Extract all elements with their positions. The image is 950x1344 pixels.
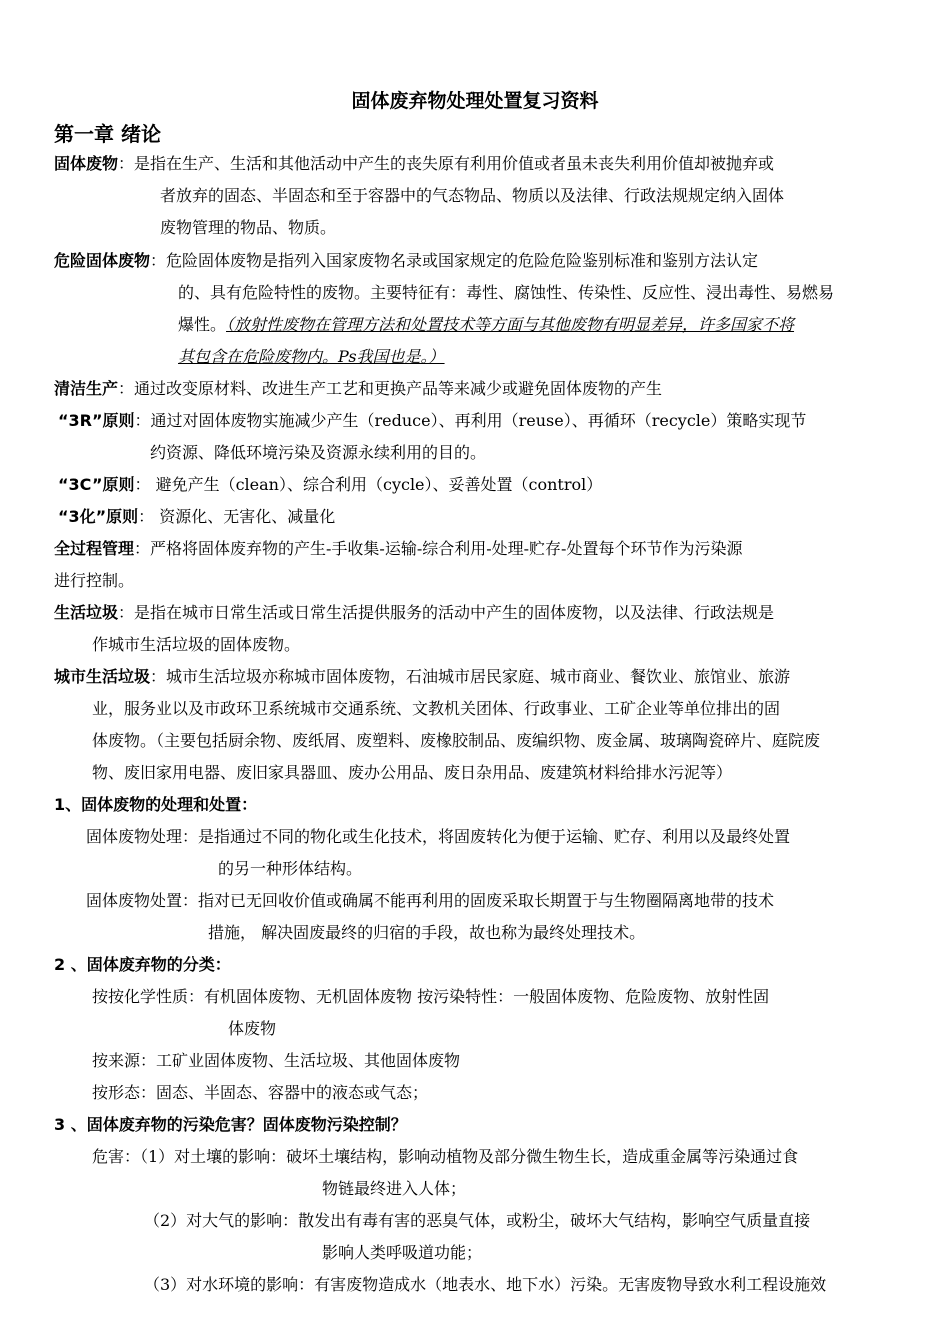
def-text-line: 约资源、降低环境污染及资源永续利用的目的。	[150, 443, 487, 462]
def-text: ：是指在生产、生活和其他活动中产生的丧失原有利用价值或者虽未丧失利用价值却被抛弃或	[118, 154, 775, 173]
def-3h	[58, 501, 335, 532]
def-text-line	[178, 309, 794, 340]
term: “3C”原则	[58, 475, 135, 494]
treatment-line: 的另一种形体结构。	[218, 859, 363, 878]
def-urban-waste	[54, 661, 790, 692]
def-whole-process	[54, 533, 742, 564]
section-heading-2: 2 、固体废弃物的分类：	[54, 955, 231, 974]
term: 全过程管理	[54, 539, 135, 558]
def-text: 爆性。	[178, 315, 227, 334]
def-text: ：严格将固体废弃物的产生-手收集-运输-综合利用-处理-贮存-处置每个环节作为污染源	[134, 539, 743, 558]
def-text-line: 物、废旧家用电器、废旧家具器皿、废办公用品、废日杂用品、废建筑材料给排水污泥等）	[92, 763, 733, 782]
def-solid-waste	[54, 148, 774, 179]
def-cleaner-production	[54, 373, 662, 404]
classification-line: 体废物	[228, 1019, 277, 1038]
term: 城市生活垃圾	[54, 667, 151, 686]
term: “3化”原则	[58, 507, 139, 526]
def-text: ： 避免产生（clean）、综合利用（cycle）、妥善处置（control）	[134, 475, 603, 494]
def-text-line: 者放弃的固态、半固态和至于容器中的气态物品、物质以及法律、行政法规规定纳入固体	[160, 186, 785, 205]
term: 生活垃圾	[54, 603, 119, 622]
def-text-line: 体废物。（主要包括厨余物、废纸屑、废塑料、废橡胶制品、废编织物、废金属、玻璃陶瓷碎片、庭院废	[92, 731, 821, 750]
def-text: ：通过改变原材料、改进生产工艺和更换产品等来减少或避免固体废物的产生	[118, 379, 663, 398]
def-text: ：是指在城市日常生活或日常生活提供服务的活动中产生的固体废物，以及法律、行政法规是	[118, 603, 775, 622]
page-title: 固体废弃物处理处置复习资料	[351, 90, 599, 112]
def-3r	[58, 405, 806, 436]
hazard-line: 影响人类呼吸道功能；	[322, 1243, 483, 1262]
def-hazardous	[54, 245, 758, 276]
def-3c	[58, 469, 602, 500]
disposal-line: 固体废物处置：指对已无回收价值或确属不能再利用的固废采取长期置于与生物圈隔离地带的技术	[86, 891, 775, 910]
def-text: ： 资源化、无害化、减量化	[138, 507, 336, 526]
def-text-line: 进行控制。	[54, 571, 135, 590]
note-text: 其包含在危险废物内。Ps我国也是。）	[178, 347, 445, 366]
classification-line: 按形态：固态、半固态、容器中的液态或气态；	[92, 1083, 429, 1102]
classification-line: 按按化学性质：有机固体废物、无机固体废物 按污染特性：一般固体废物、危险废物、放射性固	[92, 987, 770, 1006]
classification-line: 按来源：工矿业固体废物、生活垃圾、其他固体废物	[92, 1051, 461, 1070]
note-text: （放射性废物在管理方法和处置技术等方面与其他废物有明显差异，许多国家不将	[226, 315, 795, 334]
hazard-line: （2）对大气的影响：散发出有毒有害的恶臭气体，或粉尘，破坏大气结构，影响空气质量直接	[144, 1211, 811, 1230]
term: 清洁生产	[54, 379, 119, 398]
hazard-line: （3）对水环境的影响：有害废物造成水（地表水、地下水）污染。无害废物导致水利工程设施效	[144, 1275, 827, 1294]
section-heading-3: 3 、固体废弃物的污染危害？固体废物污染控制？	[54, 1115, 407, 1134]
term: 危险固体废物	[54, 251, 151, 270]
def-text: ：通过对固体废物实施减少产生（reduce）、再利用（reuse）、再循环（recycle）策略实现节	[134, 411, 807, 430]
disposal-line: 措施， 解决固废最终的归宿的手段，故也称为最终处理技术。	[208, 923, 646, 942]
treatment-line: 固体废物处理：是指通过不同的物化或生化技术，将固废转化为便于运输、贮存、利用以及最终处置	[86, 827, 791, 846]
def-text-line: 的、具有危险特性的废物。主要特征有：毒性、腐蚀性、传染性、反应性、浸出毒性、易燃易	[178, 283, 835, 302]
def-text-line: 业，服务业以及市政环卫系统城市交通系统、文教机关团体、行政事业、工矿企业等单位排出的固	[92, 699, 781, 718]
def-text-line: 作城市生活垃圾的固体废物。	[92, 635, 301, 654]
hazard-line: 危害：（1）对土壤的影响：破坏土壤结构，影响动植物及部分微生物生长，造成重金属等污染通过食	[92, 1147, 799, 1166]
def-text: ：危险固体废物是指列入国家废物名录或国家规定的危险危险鉴别标准和鉴别方法认定	[150, 251, 759, 270]
term: 固体废物	[54, 154, 119, 173]
hazard-line: 物链最终进入人体；	[322, 1179, 467, 1198]
term: “3R”原则	[58, 411, 135, 430]
chapter-heading: 第一章 绪论	[54, 122, 161, 146]
def-household-waste	[54, 597, 774, 628]
def-text-line: 废物管理的物品、物质。	[160, 218, 337, 237]
def-text: ：城市生活垃圾亦称城市固体废物，石油城市居民家庭、城市商业、餐饮业、旅馆业、旅游	[150, 667, 791, 686]
section-heading-1: 1、固体废物的处理和处置：	[54, 795, 258, 814]
